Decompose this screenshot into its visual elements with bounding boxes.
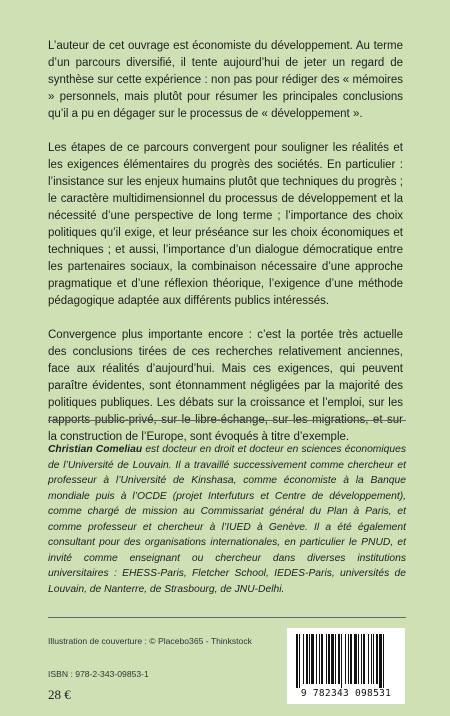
barcode-bar <box>350 634 352 684</box>
isbn: ISBN : 978-2-343-09853-1 <box>48 669 149 679</box>
barcode-bar <box>309 634 310 684</box>
barcode-bar <box>361 634 362 684</box>
barcode-bar <box>354 634 357 684</box>
barcode-digits: 9 782343 098531 <box>300 688 392 699</box>
barcode-bar <box>345 634 346 684</box>
summary-text <box>48 38 403 463</box>
barcode-bar <box>376 634 378 684</box>
barcode-bar <box>326 634 327 684</box>
barcode-bar <box>321 634 323 684</box>
barcode-bar <box>306 634 308 684</box>
barcode-bar <box>363 634 365 684</box>
barcode-bar <box>316 634 317 684</box>
barcode-bar <box>371 634 372 684</box>
author-bio-text: est docteur en droit et docteur en sciences économiques de l’Université de Louvain. Il a travaillé successivement comme chercheur et professeur à l’Université de Kinshasa, comme économiste à la Banque mondiale puis à l’OCDE (projet Interfuturs et Centre de développement), comme chargé de mission au Commissariat général du Plan à Paris, et comme professeur et chercheur à l’IUED à Genève. Il a été également consultant pour des organisations internationales, en particulier le PNUD, et invité comme enseignant ou chercheur dans diverses institutions universitaires : EHESS-Paris, Fletcher School, IEDES-Paris, universités de Louvain, de Nanterre, de Strasbourg, de JNU-Delhi. <box>48 444 406 595</box>
barcode-bar <box>296 634 298 688</box>
barcode-bar <box>311 634 314 684</box>
barcode-icon <box>294 634 398 688</box>
barcode-bar <box>373 634 374 684</box>
price: 28 € <box>48 687 71 702</box>
divider-bottom <box>48 617 406 618</box>
barcode-bar <box>383 634 384 688</box>
barcode-bar <box>368 634 369 684</box>
barcode-bar <box>341 634 342 688</box>
barcode-bar <box>338 634 340 684</box>
divider-top <box>48 420 406 421</box>
barcode-bar <box>331 634 334 684</box>
summary-paragraph-2: Les étapes de ce parcours convergent pour souligner les réalités et les exigences élémentaires du progrès des sociétés. En particulier : l’insistance sur les enjeux humains plutôt que techniques du progrès ; le caractère multidimensionnel du processus de développement et la nécessité d’une perspective de long terme ; l’importance des choix politiques qu’il exige, et leur préséance sur les choix économiques et techniques ; et aussi, l’importance d’un dialogue démocratique entre les partenaires sociaux, la combinaison nécessaire d’une approche pragmatique et d’une réflexion théorique, l’exigence d’une méthode pédagogique adaptée aux différents publics intéressés. <box>48 142 403 307</box>
barcode-bar <box>299 634 300 688</box>
barcode <box>287 628 405 704</box>
summary-paragraph-1: L’auteur de cet ouvrage est économiste du développement. Au terme d’un parcours diversifié, il tente aujourd’hui de jeter un regard de synthèse sur cette expérience : non pas pour rédiger des « mémoires » personnels, mais plutôt pour résumer les principales conclusions qu’il a pu en dégager sur le processus de « développement ». <box>48 40 403 120</box>
barcode-bar <box>303 634 304 684</box>
barcode-bar <box>348 634 349 684</box>
author-bio <box>48 442 406 597</box>
barcode-bar <box>335 634 336 684</box>
barcode-bar <box>379 634 382 688</box>
barcode-bar <box>328 634 330 684</box>
author-name: Christian Comeliau <box>48 444 143 455</box>
barcode-bar <box>319 634 320 684</box>
cover-illustration-credit: Illustration de couverture : © Placebo365 - Thinkstock <box>48 636 252 646</box>
barcode-bar <box>358 634 359 684</box>
summary-paragraph-3: Convergence plus importante encore : c’est la portée très actuelle des conclusions tirées de ces recherches relativement anciennes, face aux réalités d’aujourd’hui. Mais ces exigences, qui peuvent paraître évidentes, sont étonnamment négligées par la majorité des politiques publiques. Les débats sur la croissance et l’emploi, sur les rapports public-privé, sur le libre-échange, sur les migrations, et sur la construction de l’Europe, sont évoqués à titre d’exemple. <box>48 329 403 443</box>
